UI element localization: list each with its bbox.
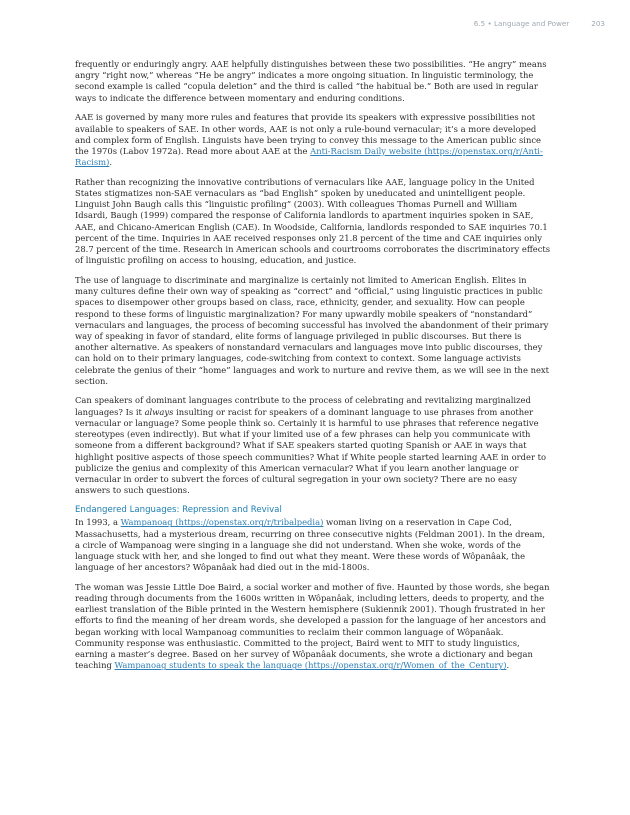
emphasis: always — [144, 406, 174, 417]
paragraph — [75, 582, 551, 672]
paragraph-text: The woman was Jessie Little Doe Baird, a social worker and mother of five. Haunted by those words, she began reading through documents from the 1600s written in Wôpanâak, including letters, deeds to property, and the earliest translation of the Bible printed in the Western hemisphere (Sukiennik 2001). Though frustrated in her efforts to find the meaning of her dream words, she developed a passion for the language of her ancestors and began working with local Wampanoag communities to reclaim their common language of Wôpanâak. Community response was enthusiastic. Committed to the project, Baird went to MIT to study linguistics, earning a master’s degree. Based on her survey of Wôpanâak documents, she wrote a dictionary and began teaching — [75, 581, 550, 671]
paragraph-text: Rather than recognizing the innovative contributions of vernaculars like AAE, language policy in the United States stigmatizes non-SAE vernaculars as “bad English” spoken by uneducated and unintelligent people. Linguist John Baugh calls this “linguistic profiling” (2003). With colleagues Thomas Purnell and William Idsardi, Baugh (1999) compared the response of California landlords to apartment inquiries spoken in SAE, AAE, and Chicano-American English (CAE). In Woodside, California, landlords responded to SAE inquiries 70.1 percent of the time. Inquiries in AAE received responses only 21.8 percent of the time and CAE inquiries only 28.7 percent of the time. Research in American schools and courtrooms corroborates the discriminatory effects of linguistic profiling on access to housing, education, and justice. — [75, 176, 551, 266]
paragraph-text: insulting or racist for speakers of a dominant language to use phrases from another vernacular or language? Some people think so. Certainly it is harmful to use phrases that reference negative stereotypes (even indirectly). But what if your limited use of a few phrases can help you communicate with someone from a different background? What if SAE speakers started quoting Spanish or AAE in ways that highlight positive aspects of those speech communities? What if White people started learning AAE in order to publicize the genius and complexity of this American vernacular? What if you learn another language or vernacular in order to subvert the forces of cultural segregation in your own society? There are no easy answers to such questions. — [75, 406, 547, 496]
paragraph — [75, 177, 551, 267]
paragraph — [75, 517, 551, 573]
section-title: 6.5 • Language and Power — [473, 19, 570, 28]
body-text — [75, 59, 551, 680]
paragraph-text: . — [506, 660, 510, 671]
page-number: 203 — [591, 19, 605, 28]
paragraph-text: AAE is governed by many more rules and features that provide its speakers with expressive possibilities not available to speakers of SAE. In other words, AAE is not only a rule-bound vernacular; it’s a more developed and complex form of English. Linguists have been trying to convey this message to the American public since the 1970s (Labov 1972a). Read more about AAE at the — [75, 112, 542, 156]
wampanoag-link[interactable]: Wampanoag (https://openstax.org/r/tribalpedia) — [120, 517, 324, 528]
anti-racism-daily-link[interactable]: Anti-Racism Daily website (https://openstax.org/r/Anti-Racism) — [75, 145, 543, 168]
paragraph — [75, 395, 551, 496]
paragraph-text: Can speakers of dominant languages contribute to the process of celebrating and revitalizing marginalized languages? Is it — [75, 395, 531, 417]
paragraph-text: The use of language to discriminate and marginalize is certainly not limited to American English. Elites in many cultures define their own way of speaking as “correct” and “official,” using linguistic practices in public spaces to disempower other groups based on class, race, ethnicity, gender, and sexuality. How can people respond to these forms of linguistic marginalization? For many upwardly mobile speakers of “nonstandard” vernaculars and languages, the process of becoming successful has involved the abandonment of their primary way of speaking in favor of standard, elite forms of language privileged in public discourses. But there is another alternative. As speakers of nonstandard vernaculars and languages move into public discourses, they can hold on to their primary languages, code-switching from context to context. Some language activists celebrate the genius of their “home” languages and work to nurture and revive them, as we will see in the next section. — [75, 274, 550, 386]
paragraph — [75, 112, 551, 168]
paragraph-text: . — [109, 157, 113, 168]
paragraph-text: In 1993, a — [75, 517, 121, 528]
wampanoag-students-link[interactable]: Wampanoag students to speak the language (https://openstax.org/r/Women_of_the_Century) — [114, 660, 507, 671]
paragraph-text: frequently or enduringly angry. AAE helpfully distinguishes between these two possibilities. “He angry” means angry “right now,” whereas “He be angry” indicates a more ongoing situation. In linguistic terminology, the second example is called “copula deletion” and the third is called “the habitual be.” Both are used in regular ways to indicate the difference between momentary and enduring conditions. — [75, 59, 547, 103]
section-heading: Endangered Languages: Repression and Revival — [75, 505, 282, 516]
paragraph — [75, 275, 551, 387]
paragraph-text: woman living on a reservation in Cape Cod, Massachusetts, had a mysterious dream, recurring on three consecutive nights (Feldman 2001). In the dream, a circle of Wampanoag were singing in a language she did not understand. When she woke, words of the language stuck with her, and she longed to find out what they meant. Were these words of Wôpanâak, the language of her ancestors? Wôpanâak had died out in the mid-1800s. — [75, 517, 546, 573]
paragraph — [75, 59, 551, 104]
running-header — [0, 19, 605, 28]
